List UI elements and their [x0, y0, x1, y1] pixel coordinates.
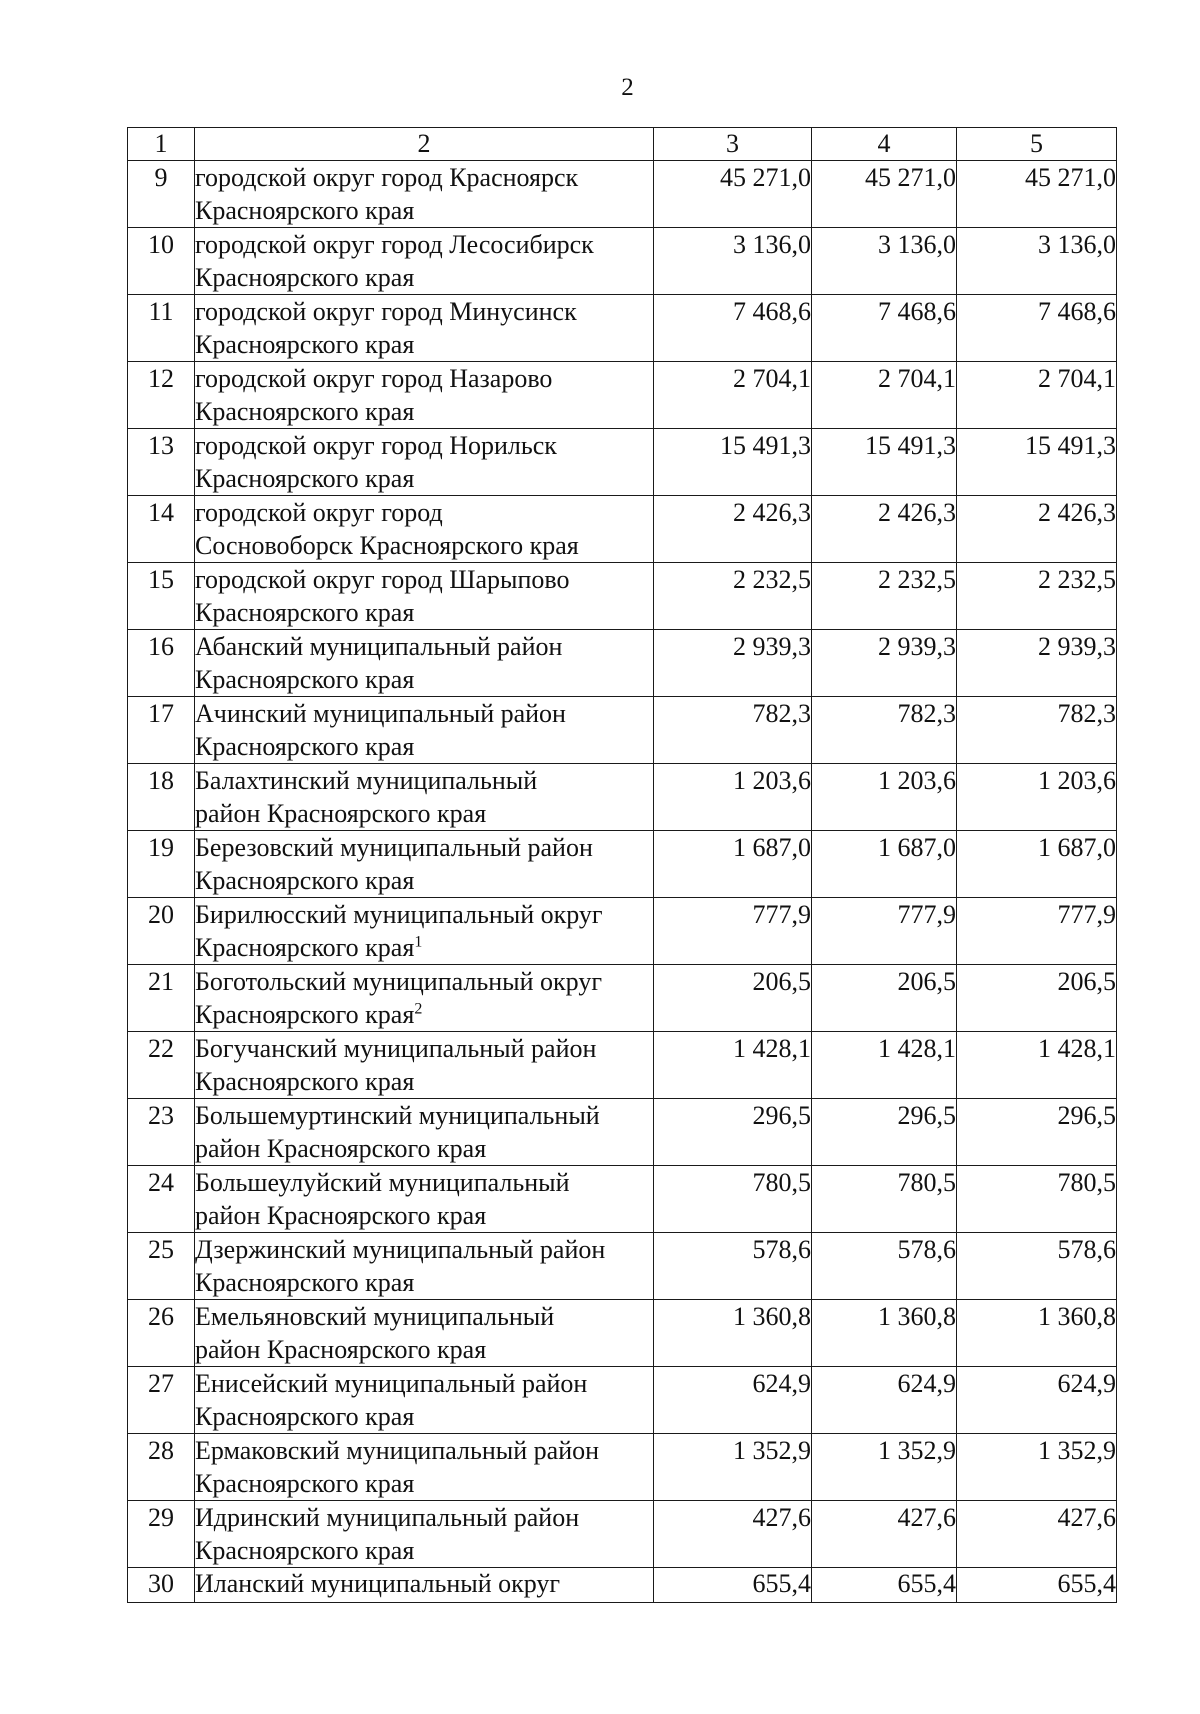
- value-cell-col-4: 655,4: [812, 1568, 957, 1603]
- value-cell-col-3: 2 426,3: [654, 496, 812, 563]
- municipality-name-text: Ермаковский муниципальный район Красноярского края: [195, 1436, 600, 1498]
- value-cell-col-4: 782,3: [812, 697, 957, 764]
- row-number-cell: 19: [128, 831, 195, 898]
- value-cell-col-4: 780,5: [812, 1166, 957, 1233]
- table-row: [128, 1434, 1117, 1501]
- value-cell-col-3: 2 939,3: [654, 630, 812, 697]
- value-cell-col-3: 624,9: [654, 1367, 812, 1434]
- value-cell-col-4: 1 360,8: [812, 1300, 957, 1367]
- value-cell-col-3: 782,3: [654, 697, 812, 764]
- municipality-name-cell: [195, 1501, 654, 1568]
- table-row: [128, 764, 1117, 831]
- value-cell-col-3: 655,4: [654, 1568, 812, 1603]
- municipality-name-text: городской округ город Красноярск Красноярского края: [195, 163, 579, 225]
- value-cell-col-4: 7 468,6: [812, 295, 957, 362]
- municipality-name-cell: [195, 831, 654, 898]
- value-cell-col-4: 2 939,3: [812, 630, 957, 697]
- value-cell-col-4: 2 232,5: [812, 563, 957, 630]
- row-number-cell: 28: [128, 1434, 195, 1501]
- header-cell-2: 2: [195, 128, 654, 161]
- municipality-name-cell: [195, 228, 654, 295]
- value-cell-col-5: 777,9: [957, 898, 1117, 965]
- row-number-cell: 10: [128, 228, 195, 295]
- header-cell-4: 4: [812, 128, 957, 161]
- municipality-name-text: городской округ город Шарыпово Красноярского края: [195, 565, 570, 627]
- municipality-name-text: городской округ город Назарово Красноярского края: [195, 364, 553, 426]
- table-row: [128, 1568, 1117, 1603]
- value-cell-col-5: 2 232,5: [957, 563, 1117, 630]
- row-number-cell: 9: [128, 161, 195, 228]
- row-number-cell: 20: [128, 898, 195, 965]
- header-cell-5: 5: [957, 128, 1117, 161]
- value-cell-col-3: 3 136,0: [654, 228, 812, 295]
- row-number-cell: 21: [128, 965, 195, 1032]
- municipality-name-text: Идринский муниципальный район Красноярского края: [195, 1503, 580, 1565]
- table-row: [128, 965, 1117, 1032]
- value-cell-col-5: 2 939,3: [957, 630, 1117, 697]
- row-number-cell: 27: [128, 1367, 195, 1434]
- value-cell-col-5: 1 352,9: [957, 1434, 1117, 1501]
- municipality-name-cell: [195, 1434, 654, 1501]
- municipality-name-text: Емельяновский муниципальный район Красноярского края: [195, 1302, 555, 1364]
- value-cell-col-4: 206,5: [812, 965, 957, 1032]
- value-cell-col-5: 296,5: [957, 1099, 1117, 1166]
- row-number-cell: 13: [128, 429, 195, 496]
- value-cell-col-3: 15 491,3: [654, 429, 812, 496]
- municipality-name-text: Березовский муниципальный район Красноярского края: [195, 833, 593, 895]
- value-cell-col-3: 777,9: [654, 898, 812, 965]
- table-row: [128, 429, 1117, 496]
- municipality-name-cell: [195, 898, 654, 965]
- municipality-name-cell: [195, 1032, 654, 1099]
- value-cell-col-5: 427,6: [957, 1501, 1117, 1568]
- table-row: [128, 898, 1117, 965]
- municipality-name-cell: [195, 1367, 654, 1434]
- value-cell-col-4: 296,5: [812, 1099, 957, 1166]
- municipality-name-text: Енисейский муниципальный район Красноярского края: [195, 1369, 588, 1431]
- table-row: [128, 228, 1117, 295]
- value-cell-col-4: 3 136,0: [812, 228, 957, 295]
- row-number-cell: 15: [128, 563, 195, 630]
- value-cell-col-4: 45 271,0: [812, 161, 957, 228]
- page-number: 2: [621, 74, 634, 101]
- row-number-cell: 23: [128, 1099, 195, 1166]
- municipality-name-text: Иланский муниципальный округ: [195, 1569, 561, 1598]
- value-cell-col-3: 427,6: [654, 1501, 812, 1568]
- value-cell-col-3: 1 352,9: [654, 1434, 812, 1501]
- table-row: [128, 362, 1117, 429]
- value-cell-col-5: 1 360,8: [957, 1300, 1117, 1367]
- value-cell-col-3: 2 704,1: [654, 362, 812, 429]
- row-number-cell: 17: [128, 697, 195, 764]
- value-cell-col-4: 2 704,1: [812, 362, 957, 429]
- value-cell-col-3: 780,5: [654, 1166, 812, 1233]
- value-cell-col-4: 578,6: [812, 1233, 957, 1300]
- value-cell-col-3: 1 428,1: [654, 1032, 812, 1099]
- value-cell-col-3: 1 687,0: [654, 831, 812, 898]
- row-number-cell: 11: [128, 295, 195, 362]
- value-cell-col-4: 1 352,9: [812, 1434, 957, 1501]
- value-cell-col-3: 7 468,6: [654, 295, 812, 362]
- value-cell-col-3: 1 203,6: [654, 764, 812, 831]
- value-cell-col-5: 15 491,3: [957, 429, 1117, 496]
- municipality-name-cell: [195, 630, 654, 697]
- value-cell-col-5: 1 687,0: [957, 831, 1117, 898]
- municipality-name-text: Дзержинский муниципальный район Красноярского края: [195, 1235, 606, 1297]
- table-row: [128, 1032, 1117, 1099]
- value-cell-col-5: 624,9: [957, 1367, 1117, 1434]
- footnote-marker: 2: [414, 1000, 423, 1018]
- municipality-name-cell: [195, 965, 654, 1032]
- value-cell-col-5: 7 468,6: [957, 295, 1117, 362]
- value-cell-col-5: 1 428,1: [957, 1032, 1117, 1099]
- budget-table: [127, 127, 1117, 1603]
- municipality-name-text: Абанский муниципальный район Красноярского края: [195, 632, 563, 694]
- table-row: [128, 295, 1117, 362]
- table-row: [128, 1233, 1117, 1300]
- row-number-cell: 18: [128, 764, 195, 831]
- table-row: [128, 496, 1117, 563]
- footnote-marker: 1: [414, 933, 423, 951]
- value-cell-col-4: 777,9: [812, 898, 957, 965]
- municipality-name-cell: [195, 362, 654, 429]
- municipality-name-cell: [195, 1300, 654, 1367]
- value-cell-col-5: 2 426,3: [957, 496, 1117, 563]
- value-cell-col-3: 45 271,0: [654, 161, 812, 228]
- value-cell-col-5: 655,4: [957, 1568, 1117, 1603]
- value-cell-col-3: 1 360,8: [654, 1300, 812, 1367]
- value-cell-col-5: 2 704,1: [957, 362, 1117, 429]
- table-row: [128, 697, 1117, 764]
- table-row: [128, 1501, 1117, 1568]
- row-number-cell: 29: [128, 1501, 195, 1568]
- municipality-name-text: Балахтинский муниципальный район Красноярского края: [195, 766, 538, 828]
- value-cell-col-4: 2 426,3: [812, 496, 957, 563]
- value-cell-col-5: 3 136,0: [957, 228, 1117, 295]
- value-cell-col-5: 45 271,0: [957, 161, 1117, 228]
- row-number-cell: 30: [128, 1568, 195, 1603]
- value-cell-col-4: 624,9: [812, 1367, 957, 1434]
- value-cell-col-4: 427,6: [812, 1501, 957, 1568]
- table-row: [128, 831, 1117, 898]
- municipality-name-text: Большеулуйский муниципальный район Красноярского края: [195, 1168, 570, 1230]
- table-row: [128, 563, 1117, 630]
- table-row: [128, 1300, 1117, 1367]
- municipality-name-text: Боготольский муниципальный округ Красноярского края: [195, 967, 602, 1029]
- value-cell-col-3: 2 232,5: [654, 563, 812, 630]
- municipality-name-cell: [195, 1099, 654, 1166]
- table-row: [128, 1367, 1117, 1434]
- municipality-name-text: Большемуртинский муниципальный район Красноярского края: [195, 1101, 600, 1163]
- municipality-name-cell: [195, 1166, 654, 1233]
- value-cell-col-5: 1 203,6: [957, 764, 1117, 831]
- table-row: [128, 161, 1117, 228]
- header-cell-1: 1: [128, 128, 195, 161]
- header-cell-3: 3: [654, 128, 812, 161]
- row-number-cell: 16: [128, 630, 195, 697]
- municipality-name-text: городской округ город Норильск Красноярского края: [195, 431, 557, 493]
- table-header-row: [128, 128, 1117, 161]
- value-cell-col-4: 1 428,1: [812, 1032, 957, 1099]
- municipality-name-text: Богучанский муниципальный район Красноярского края: [195, 1034, 597, 1096]
- row-number-cell: 26: [128, 1300, 195, 1367]
- row-number-cell: 12: [128, 362, 195, 429]
- row-number-cell: 24: [128, 1166, 195, 1233]
- row-number-cell: 25: [128, 1233, 195, 1300]
- value-cell-col-4: 15 491,3: [812, 429, 957, 496]
- municipality-name-cell: [195, 161, 654, 228]
- value-cell-col-3: 578,6: [654, 1233, 812, 1300]
- municipality-name-cell: [195, 429, 654, 496]
- municipality-name-text: Ачинский муниципальный район Красноярского края: [195, 699, 566, 761]
- value-cell-col-4: 1 687,0: [812, 831, 957, 898]
- table-row: [128, 1099, 1117, 1166]
- municipality-name-text: Бирилюсский муниципальный округ Красноярского края: [195, 900, 603, 962]
- municipality-name-text: городской округ город Лесосибирск Красноярского края: [195, 230, 594, 292]
- municipality-name-text: городской округ город Сосновоборск Красноярского края: [195, 498, 579, 560]
- value-cell-col-3: 296,5: [654, 1099, 812, 1166]
- table-row: [128, 1166, 1117, 1233]
- table-row: [128, 630, 1117, 697]
- row-number-cell: 14: [128, 496, 195, 563]
- municipality-name-cell: [195, 295, 654, 362]
- value-cell-col-5: 206,5: [957, 965, 1117, 1032]
- municipality-name-cell: [195, 1233, 654, 1300]
- municipality-name-cell: [195, 1568, 654, 1603]
- value-cell-col-5: 578,6: [957, 1233, 1117, 1300]
- value-cell-col-5: 780,5: [957, 1166, 1117, 1233]
- municipality-name-cell: [195, 697, 654, 764]
- row-number-cell: 22: [128, 1032, 195, 1099]
- value-cell-col-5: 782,3: [957, 697, 1117, 764]
- municipality-name-cell: [195, 496, 654, 563]
- value-cell-col-4: 1 203,6: [812, 764, 957, 831]
- municipality-name-cell: [195, 764, 654, 831]
- municipality-name-text: городской округ город Минусинск Красноярского края: [195, 297, 577, 359]
- value-cell-col-3: 206,5: [654, 965, 812, 1032]
- municipality-name-cell: [195, 563, 654, 630]
